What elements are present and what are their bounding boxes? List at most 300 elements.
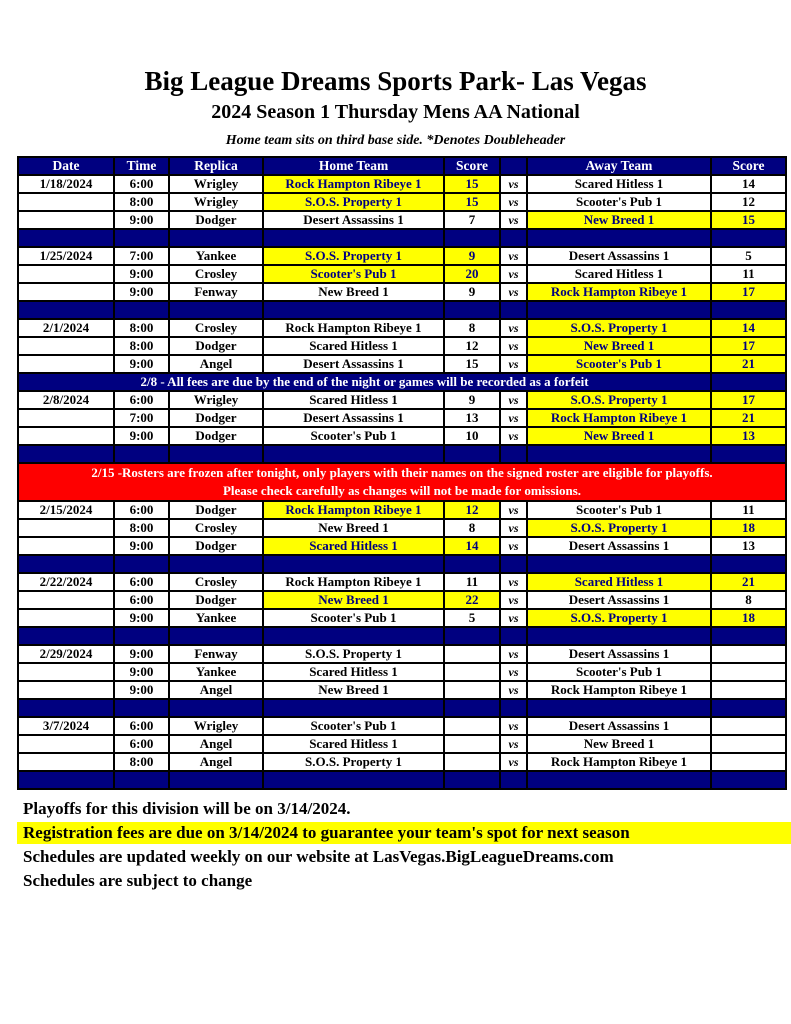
- playoffs-note: Playoffs for this division will be on 3/14/2024.: [23, 799, 351, 818]
- time-cell: 9:00: [114, 265, 169, 283]
- home-score-cell: 20: [444, 265, 500, 283]
- vs-cell: vs: [500, 573, 527, 591]
- home-score-cell: 15: [444, 355, 500, 373]
- separator-cell: [263, 627, 444, 645]
- away-score-cell: 13: [711, 427, 786, 445]
- home-score-cell: [444, 717, 500, 735]
- separator-cell: [711, 699, 786, 717]
- time-cell: 6:00: [114, 717, 169, 735]
- vs-cell: vs: [500, 735, 527, 753]
- away-team-cell: New Breed 1: [527, 427, 711, 445]
- roster-notice-line: 2/15 -Rosters are frozen after tonight, only players with their names on the signed roster are eligible for playoffs.: [91, 465, 713, 480]
- game-row: [18, 663, 786, 681]
- away-team-cell: Scared Hitless 1: [527, 175, 711, 193]
- separator-cell: [711, 555, 786, 573]
- away-score-cell: 14: [711, 175, 786, 193]
- home-score-cell: 15: [444, 193, 500, 211]
- separator-cell: [527, 301, 711, 319]
- home-team-cell: New Breed 1: [263, 681, 444, 699]
- replica-cell: Crosley: [169, 519, 263, 537]
- time-cell: 9:00: [114, 537, 169, 555]
- away-score-cell: 18: [711, 609, 786, 627]
- vs-cell: vs: [500, 681, 527, 699]
- away-score-cell: 17: [711, 283, 786, 301]
- game-row: [18, 211, 786, 229]
- time-cell: 6:00: [114, 175, 169, 193]
- replica-cell: Dodger: [169, 409, 263, 427]
- fees-notice-end-cell: [711, 373, 786, 391]
- home-team-cell: Desert Assassins 1: [263, 355, 444, 373]
- game-row: [18, 193, 786, 211]
- vs-cell: vs: [500, 427, 527, 445]
- away-team-cell: S.O.S. Property 1: [527, 519, 711, 537]
- home-score-cell: [444, 753, 500, 771]
- home-score-cell: [444, 663, 500, 681]
- vs-cell: vs: [500, 265, 527, 283]
- separator-cell: [263, 301, 444, 319]
- home-score-cell: 7: [444, 211, 500, 229]
- separator-cell: [444, 627, 500, 645]
- home-score-cell: 22: [444, 591, 500, 609]
- header-away-team: Away Team: [527, 157, 711, 175]
- date-cell: [18, 193, 114, 211]
- replica-cell: Crosley: [169, 265, 263, 283]
- separator-cell: [527, 555, 711, 573]
- away-team-cell: S.O.S. Property 1: [527, 609, 711, 627]
- separator-cell: [169, 771, 263, 789]
- table-header-row: [18, 157, 786, 175]
- separator-cell: [114, 627, 169, 645]
- game-row: [18, 283, 786, 301]
- time-cell: 8:00: [114, 319, 169, 337]
- replica-cell: Wrigley: [169, 175, 263, 193]
- time-cell: 8:00: [114, 193, 169, 211]
- home-score-cell: 9: [444, 247, 500, 265]
- home-score-cell: 12: [444, 337, 500, 355]
- date-cell: 1/25/2024: [18, 247, 114, 265]
- away-team-cell: Scooter's Pub 1: [527, 663, 711, 681]
- away-score-cell: [711, 645, 786, 663]
- replica-cell: Dodger: [169, 591, 263, 609]
- separator-cell: [444, 301, 500, 319]
- separator-row: [18, 445, 786, 463]
- separator-cell: [114, 771, 169, 789]
- vs-cell: vs: [500, 501, 527, 519]
- away-score-cell: 17: [711, 391, 786, 409]
- date-cell: 3/7/2024: [18, 717, 114, 735]
- separator-cell: [18, 445, 114, 463]
- away-score-cell: 11: [711, 501, 786, 519]
- replica-cell: Dodger: [169, 337, 263, 355]
- separator-cell: [263, 555, 444, 573]
- away-score-cell: 21: [711, 409, 786, 427]
- away-score-cell: 11: [711, 265, 786, 283]
- game-row: [18, 717, 786, 735]
- home-team-cell: Scared Hitless 1: [263, 537, 444, 555]
- home-team-cell: New Breed 1: [263, 591, 444, 609]
- time-cell: 9:00: [114, 283, 169, 301]
- vs-cell: vs: [500, 319, 527, 337]
- page-tagline: Home team sits on third base side. *Denotes Doubleheader: [225, 133, 566, 148]
- home-score-cell: 15: [444, 175, 500, 193]
- replica-cell: Yankee: [169, 609, 263, 627]
- game-row: [18, 573, 786, 591]
- away-team-cell: S.O.S. Property 1: [527, 319, 711, 337]
- away-team-cell: Scared Hitless 1: [527, 573, 711, 591]
- away-score-cell: 14: [711, 319, 786, 337]
- date-cell: [18, 409, 114, 427]
- game-row: [18, 391, 786, 409]
- away-score-cell: [711, 717, 786, 735]
- time-cell: 9:00: [114, 681, 169, 699]
- game-row: [18, 427, 786, 445]
- home-score-cell: 13: [444, 409, 500, 427]
- separator-row: [18, 699, 786, 717]
- home-team-cell: Desert Assassins 1: [263, 211, 444, 229]
- home-score-cell: 10: [444, 427, 500, 445]
- vs-cell: vs: [500, 717, 527, 735]
- separator-cell: [711, 301, 786, 319]
- subject-to-change-note: Schedules are subject to change: [23, 871, 253, 890]
- separator-cell: [169, 445, 263, 463]
- vs-cell: vs: [500, 409, 527, 427]
- replica-cell: Angel: [169, 753, 263, 771]
- separator-cell: [711, 445, 786, 463]
- home-team-cell: S.O.S. Property 1: [263, 193, 444, 211]
- document-header: [0, 0, 791, 149]
- away-team-cell: Scooter's Pub 1: [527, 501, 711, 519]
- vs-cell: vs: [500, 609, 527, 627]
- time-cell: 9:00: [114, 355, 169, 373]
- vs-cell: vs: [500, 337, 527, 355]
- away-score-cell: 21: [711, 355, 786, 373]
- home-score-cell: 11: [444, 573, 500, 591]
- date-cell: [18, 265, 114, 283]
- fees-notice-cell: 2/8 - All fees are due by the end of the night or games will be recorded as a forfeit: [18, 373, 711, 391]
- game-row: [18, 247, 786, 265]
- date-cell: [18, 681, 114, 699]
- time-cell: 9:00: [114, 211, 169, 229]
- separator-cell: [169, 699, 263, 717]
- vs-cell: vs: [500, 753, 527, 771]
- separator-row: [18, 771, 786, 789]
- home-score-cell: 12: [444, 501, 500, 519]
- away-score-cell: 8: [711, 591, 786, 609]
- time-cell: 9:00: [114, 609, 169, 627]
- game-row: [18, 319, 786, 337]
- home-team-cell: Rock Hampton Ribeye 1: [263, 175, 444, 193]
- separator-cell: [444, 445, 500, 463]
- home-team-cell: Scared Hitless 1: [263, 337, 444, 355]
- replica-cell: Dodger: [169, 427, 263, 445]
- separator-cell: [500, 301, 527, 319]
- date-cell: [18, 519, 114, 537]
- separator-cell: [500, 229, 527, 247]
- home-team-cell: Scooter's Pub 1: [263, 265, 444, 283]
- separator-cell: [114, 699, 169, 717]
- date-cell: 2/1/2024: [18, 319, 114, 337]
- date-cell: 2/22/2024: [18, 573, 114, 591]
- separator-row: [18, 301, 786, 319]
- roster-notice-row: [18, 463, 786, 501]
- separator-cell: [711, 229, 786, 247]
- replica-cell: Angel: [169, 681, 263, 699]
- separator-cell: [263, 699, 444, 717]
- vs-cell: vs: [500, 391, 527, 409]
- separator-cell: [527, 445, 711, 463]
- fees-notice-row: [18, 373, 786, 391]
- separator-cell: [711, 771, 786, 789]
- away-team-cell: Scared Hitless 1: [527, 265, 711, 283]
- page-subtitle: 2024 Season 1 Thursday Mens AA National: [211, 101, 580, 123]
- date-cell: [18, 537, 114, 555]
- home-score-cell: [444, 645, 500, 663]
- vs-cell: vs: [500, 591, 527, 609]
- replica-cell: Angel: [169, 735, 263, 753]
- away-score-cell: 13: [711, 537, 786, 555]
- game-row: [18, 537, 786, 555]
- game-row: [18, 645, 786, 663]
- home-score-cell: 9: [444, 283, 500, 301]
- replica-cell: Fenway: [169, 283, 263, 301]
- game-row: [18, 609, 786, 627]
- vs-cell: vs: [500, 193, 527, 211]
- separator-cell: [263, 445, 444, 463]
- away-team-cell: Desert Assassins 1: [527, 591, 711, 609]
- home-score-cell: 14: [444, 537, 500, 555]
- date-cell: [18, 663, 114, 681]
- vs-cell: vs: [500, 519, 527, 537]
- home-score-cell: 8: [444, 319, 500, 337]
- time-cell: 7:00: [114, 409, 169, 427]
- away-team-cell: S.O.S. Property 1: [527, 391, 711, 409]
- vs-cell: vs: [500, 663, 527, 681]
- replica-cell: Angel: [169, 355, 263, 373]
- game-row: [18, 681, 786, 699]
- replica-cell: Wrigley: [169, 717, 263, 735]
- away-score-cell: 21: [711, 573, 786, 591]
- replica-cell: Dodger: [169, 211, 263, 229]
- date-cell: [18, 355, 114, 373]
- separator-cell: [114, 229, 169, 247]
- away-score-cell: 18: [711, 519, 786, 537]
- separator-cell: [114, 555, 169, 573]
- separator-cell: [18, 771, 114, 789]
- header-vs-column: [500, 157, 527, 175]
- game-row: [18, 265, 786, 283]
- game-row: [18, 501, 786, 519]
- away-score-cell: [711, 681, 786, 699]
- away-score-cell: 15: [711, 211, 786, 229]
- game-row: [18, 409, 786, 427]
- home-team-cell: New Breed 1: [263, 283, 444, 301]
- date-cell: [18, 735, 114, 753]
- date-cell: [18, 337, 114, 355]
- separator-cell: [711, 627, 786, 645]
- home-score-cell: 5: [444, 609, 500, 627]
- game-row: [18, 753, 786, 771]
- vs-cell: vs: [500, 537, 527, 555]
- date-cell: 1/18/2024: [18, 175, 114, 193]
- away-score-cell: 5: [711, 247, 786, 265]
- away-team-cell: Desert Assassins 1: [527, 247, 711, 265]
- separator-cell: [527, 627, 711, 645]
- vs-cell: vs: [500, 211, 527, 229]
- game-row: [18, 355, 786, 373]
- separator-cell: [18, 301, 114, 319]
- registration-note: Registration fees are due on 3/14/2024 to guarantee your team's spot for next season: [17, 822, 791, 844]
- header-home-team: Home Team: [263, 157, 444, 175]
- vs-cell: vs: [500, 247, 527, 265]
- website-note: Schedules are updated weekly on our website at LasVegas.BigLeagueDreams.com: [23, 847, 614, 866]
- separator-cell: [500, 627, 527, 645]
- away-team-cell: Desert Assassins 1: [527, 537, 711, 555]
- away-team-cell: Desert Assassins 1: [527, 645, 711, 663]
- header-time: Time: [114, 157, 169, 175]
- home-score-cell: [444, 681, 500, 699]
- away-team-cell: Scooter's Pub 1: [527, 193, 711, 211]
- separator-cell: [500, 445, 527, 463]
- away-team-cell: Rock Hampton Ribeye 1: [527, 409, 711, 427]
- time-cell: 8:00: [114, 519, 169, 537]
- vs-cell: vs: [500, 175, 527, 193]
- time-cell: 6:00: [114, 735, 169, 753]
- separator-cell: [18, 229, 114, 247]
- separator-cell: [114, 301, 169, 319]
- home-team-cell: Desert Assassins 1: [263, 409, 444, 427]
- separator-cell: [18, 627, 114, 645]
- time-cell: 8:00: [114, 337, 169, 355]
- home-team-cell: S.O.S. Property 1: [263, 753, 444, 771]
- date-cell: [18, 753, 114, 771]
- header-replica: Replica: [169, 157, 263, 175]
- away-score-cell: [711, 753, 786, 771]
- replica-cell: Crosley: [169, 573, 263, 591]
- separator-cell: [500, 555, 527, 573]
- away-team-cell: Rock Hampton Ribeye 1: [527, 681, 711, 699]
- time-cell: 6:00: [114, 391, 169, 409]
- date-cell: [18, 609, 114, 627]
- game-row: [18, 337, 786, 355]
- separator-cell: [169, 301, 263, 319]
- vs-cell: vs: [500, 283, 527, 301]
- away-team-cell: New Breed 1: [527, 735, 711, 753]
- date-cell: 2/15/2024: [18, 501, 114, 519]
- away-team-cell: Desert Assassins 1: [527, 717, 711, 735]
- replica-cell: Crosley: [169, 319, 263, 337]
- away-team-cell: New Breed 1: [527, 337, 711, 355]
- home-team-cell: New Breed 1: [263, 519, 444, 537]
- home-score-cell: [444, 735, 500, 753]
- away-team-cell: New Breed 1: [527, 211, 711, 229]
- roster-notice-cell: [18, 463, 786, 501]
- away-score-cell: [711, 735, 786, 753]
- replica-cell: Fenway: [169, 645, 263, 663]
- separator-cell: [169, 229, 263, 247]
- game-row: [18, 735, 786, 753]
- time-cell: 6:00: [114, 501, 169, 519]
- date-cell: [18, 427, 114, 445]
- separator-cell: [500, 699, 527, 717]
- home-team-cell: Rock Hampton Ribeye 1: [263, 501, 444, 519]
- date-cell: [18, 591, 114, 609]
- separator-row: [18, 229, 786, 247]
- away-team-cell: Scooter's Pub 1: [527, 355, 711, 373]
- home-team-cell: S.O.S. Property 1: [263, 247, 444, 265]
- home-team-cell: Scooter's Pub 1: [263, 609, 444, 627]
- separator-row: [18, 555, 786, 573]
- vs-cell: vs: [500, 355, 527, 373]
- home-team-cell: Scared Hitless 1: [263, 735, 444, 753]
- time-cell: 7:00: [114, 247, 169, 265]
- header-date: Date: [18, 157, 114, 175]
- separator-row: [18, 627, 786, 645]
- separator-cell: [444, 555, 500, 573]
- away-score-cell: 12: [711, 193, 786, 211]
- replica-cell: Wrigley: [169, 391, 263, 409]
- schedule-table: [17, 156, 787, 790]
- page-title: Big League Dreams Sports Park- Las Vegas: [144, 66, 647, 96]
- game-row: [18, 519, 786, 537]
- separator-cell: [444, 699, 500, 717]
- home-score-cell: 9: [444, 391, 500, 409]
- away-team-cell: Rock Hampton Ribeye 1: [527, 283, 711, 301]
- date-cell: 2/8/2024: [18, 391, 114, 409]
- document-footer: [17, 798, 791, 892]
- time-cell: 9:00: [114, 645, 169, 663]
- away-score-cell: [711, 663, 786, 681]
- replica-cell: Yankee: [169, 663, 263, 681]
- separator-cell: [527, 229, 711, 247]
- time-cell: 6:00: [114, 591, 169, 609]
- time-cell: 9:00: [114, 663, 169, 681]
- away-team-cell: Rock Hampton Ribeye 1: [527, 753, 711, 771]
- separator-cell: [263, 229, 444, 247]
- replica-cell: Dodger: [169, 501, 263, 519]
- separator-cell: [114, 445, 169, 463]
- game-row: [18, 175, 786, 193]
- separator-cell: [500, 771, 527, 789]
- time-cell: 8:00: [114, 753, 169, 771]
- vs-cell: vs: [500, 645, 527, 663]
- header-away-score: Score: [711, 157, 786, 175]
- date-cell: 2/29/2024: [18, 645, 114, 663]
- separator-cell: [527, 699, 711, 717]
- away-score-cell: 17: [711, 337, 786, 355]
- game-row: [18, 591, 786, 609]
- separator-cell: [18, 699, 114, 717]
- replica-cell: Dodger: [169, 537, 263, 555]
- separator-cell: [527, 771, 711, 789]
- separator-cell: [169, 627, 263, 645]
- home-team-cell: Rock Hampton Ribeye 1: [263, 573, 444, 591]
- home-team-cell: Scooter's Pub 1: [263, 427, 444, 445]
- home-team-cell: Rock Hampton Ribeye 1: [263, 319, 444, 337]
- header-home-score: Score: [444, 157, 500, 175]
- home-team-cell: S.O.S. Property 1: [263, 645, 444, 663]
- replica-cell: Yankee: [169, 247, 263, 265]
- separator-cell: [444, 229, 500, 247]
- home-team-cell: Scared Hitless 1: [263, 663, 444, 681]
- replica-cell: Wrigley: [169, 193, 263, 211]
- separator-cell: [444, 771, 500, 789]
- time-cell: 9:00: [114, 427, 169, 445]
- home-score-cell: 8: [444, 519, 500, 537]
- separator-cell: [18, 555, 114, 573]
- roster-notice-line: Please check carefully as changes will not be made for omissions.: [222, 483, 582, 498]
- date-cell: [18, 283, 114, 301]
- separator-cell: [169, 555, 263, 573]
